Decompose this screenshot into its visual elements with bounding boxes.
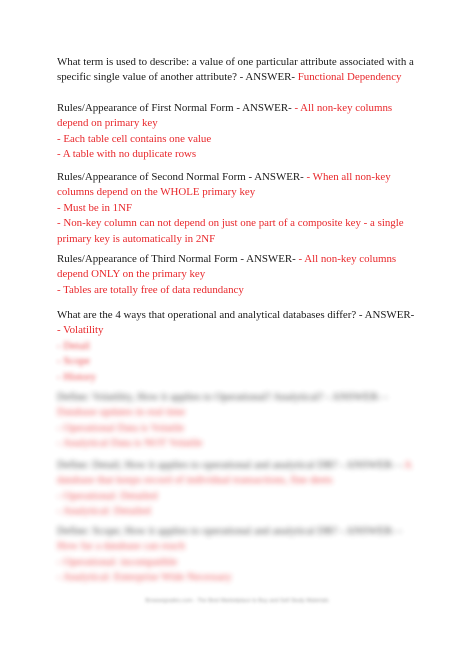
answer-text: - Volatility <box>57 324 104 337</box>
question-line: Rules/Appearance of First Normal Form - ANSWER- <box>57 102 295 114</box>
answer-text: depend on primary key <box>57 117 158 130</box>
answer-text: How far a database can reach <box>57 540 185 553</box>
answer-text: - Must be in 1NF <box>57 201 133 214</box>
answer-text: - Operational: Detailed <box>57 489 158 502</box>
question-text <box>57 55 432 70</box>
question-line: specific single value of another attribute? - ANSWER- <box>57 71 298 84</box>
question-line: Define: Detail; How it applies to operational and analytical DB? - ANSWER- - <box>57 459 404 471</box>
answer-text: Functional Dependency <box>297 71 402 84</box>
answer-text-blurred: - Scope <box>57 355 90 368</box>
answer-text: - A table with no duplicate rows <box>57 148 197 161</box>
answer-text: - When all non-key <box>306 171 391 183</box>
answer-text-blurred: - Detail <box>57 339 90 352</box>
answer-text: - Non-key column can not depend on just one part of a composite key - a single <box>57 217 404 230</box>
question-line: What are the 4 ways that operational and analytical databases differ? - ANSWER- <box>57 309 415 321</box>
qa-detail-blurred <box>57 458 432 520</box>
qa-first-normal-form <box>57 101 432 163</box>
qa-second-normal-form <box>57 170 432 247</box>
answer-text: - All non-key columns <box>298 253 397 265</box>
question-line: Rules/Appearance of Third Normal Form - ANSWER- <box>57 253 299 265</box>
answer-text: - Analytical: Enterprise Wide Necessary <box>57 571 232 584</box>
question-line: Rules/Appearance of Second Normal Form - ANSWER- <box>57 171 307 183</box>
qa-functional-dependency <box>57 55 432 86</box>
qa-scope-blurred <box>57 524 432 586</box>
question-text <box>57 70 432 85</box>
qa-third-normal-form <box>57 252 432 298</box>
question-line: What term is used to describe: a value of one particular attribute associated with a <box>57 56 414 68</box>
qa-volatility-blurred <box>57 390 432 452</box>
answer-text: A <box>403 459 412 471</box>
question-line: Define: Scope; How it applies to operational and analytical DB? - ANSWER- - <box>57 525 402 537</box>
answer-text-blurred: - History <box>57 370 97 383</box>
answer-text: - Each table cell contains one value <box>57 132 212 145</box>
answer-text: - Analytical: Detailed <box>57 505 151 518</box>
answer-text: - Operational: incompatible <box>57 555 178 568</box>
question-line: Define: Volatility, How it applies to Operational? Analytical? - ANSWER- - <box>57 391 388 403</box>
answer-text: - All non-key columns <box>294 102 393 114</box>
answer-text: - Operational Data is Volatile <box>57 421 185 434</box>
page-footer: Browsegrades.com - The Best Marketplace to Buy and Sell Study Materials <box>145 598 329 604</box>
answer-text: columns depend on the WHOLE primary key <box>57 186 256 199</box>
answer-text: depend ONLY on the primary key <box>57 268 206 281</box>
answer-text: primary key is automatically in 2NF <box>57 232 216 245</box>
answer-text: database that keeps record of individual transactions, fine deets <box>57 474 333 487</box>
answer-text: - Tables are totally free of data redundancy <box>57 283 244 296</box>
answer-text: Database updates in real time <box>57 406 186 419</box>
qa-operational-vs-analytical <box>57 308 432 385</box>
answer-text: - Analytical Data is NOT Volatile <box>57 437 203 450</box>
